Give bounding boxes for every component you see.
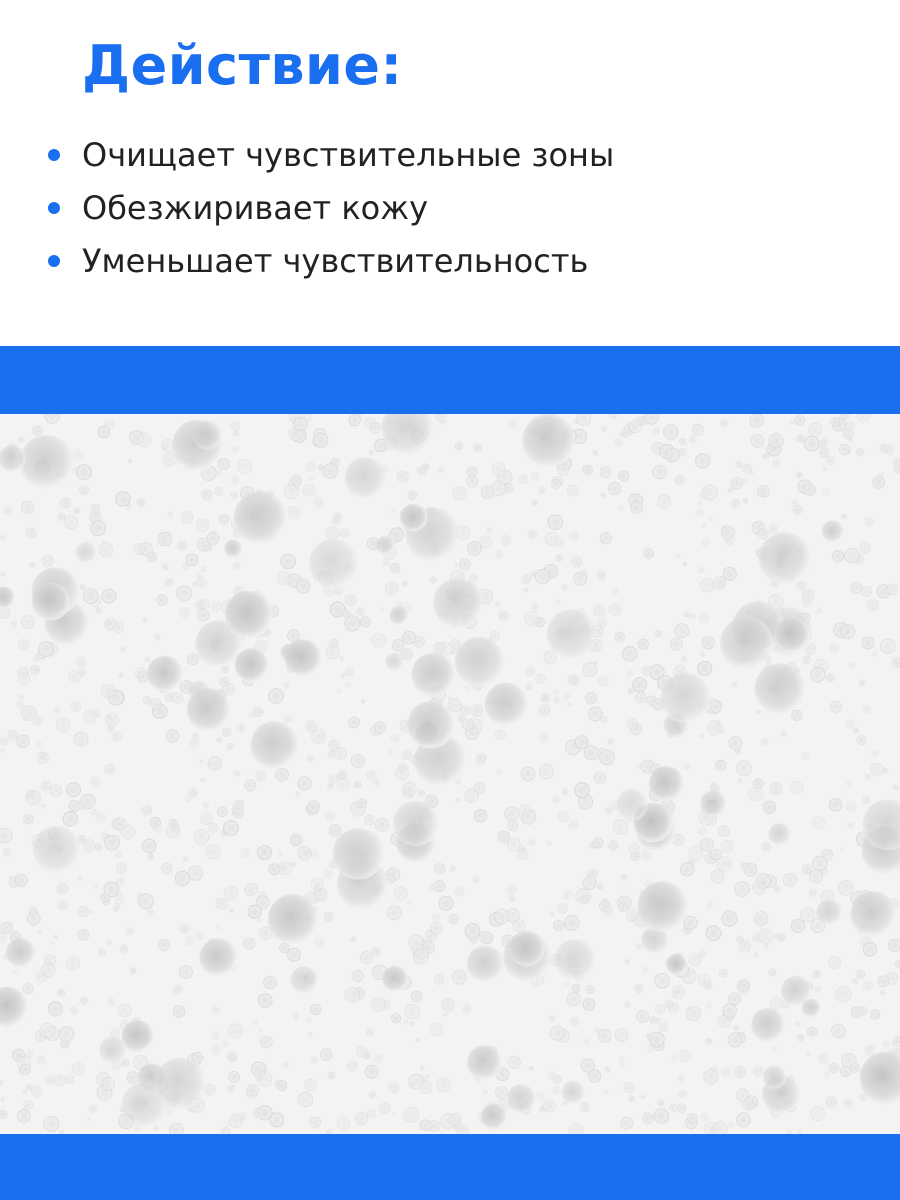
foam-image: [0, 414, 900, 1134]
list-item: [48, 181, 614, 234]
benefit-text: Очищает чувствительные зоны: [82, 135, 615, 174]
header-section: [0, 0, 900, 346]
benefits-list: [48, 128, 614, 287]
list-item: [48, 128, 614, 181]
list-item: [48, 234, 614, 287]
benefit-text: Уменьшает чувствительность: [82, 241, 589, 280]
benefit-text: Обезжиривает кожу: [82, 188, 428, 227]
blue-band-bottom: [0, 1134, 900, 1200]
bullet-icon: [48, 149, 60, 161]
bullet-icon: [48, 202, 60, 214]
blue-band-top: [0, 346, 900, 414]
page-title: Действие:: [82, 34, 403, 97]
foam-bubbles-texture: [0, 414, 900, 1134]
bullet-icon: [48, 255, 60, 267]
